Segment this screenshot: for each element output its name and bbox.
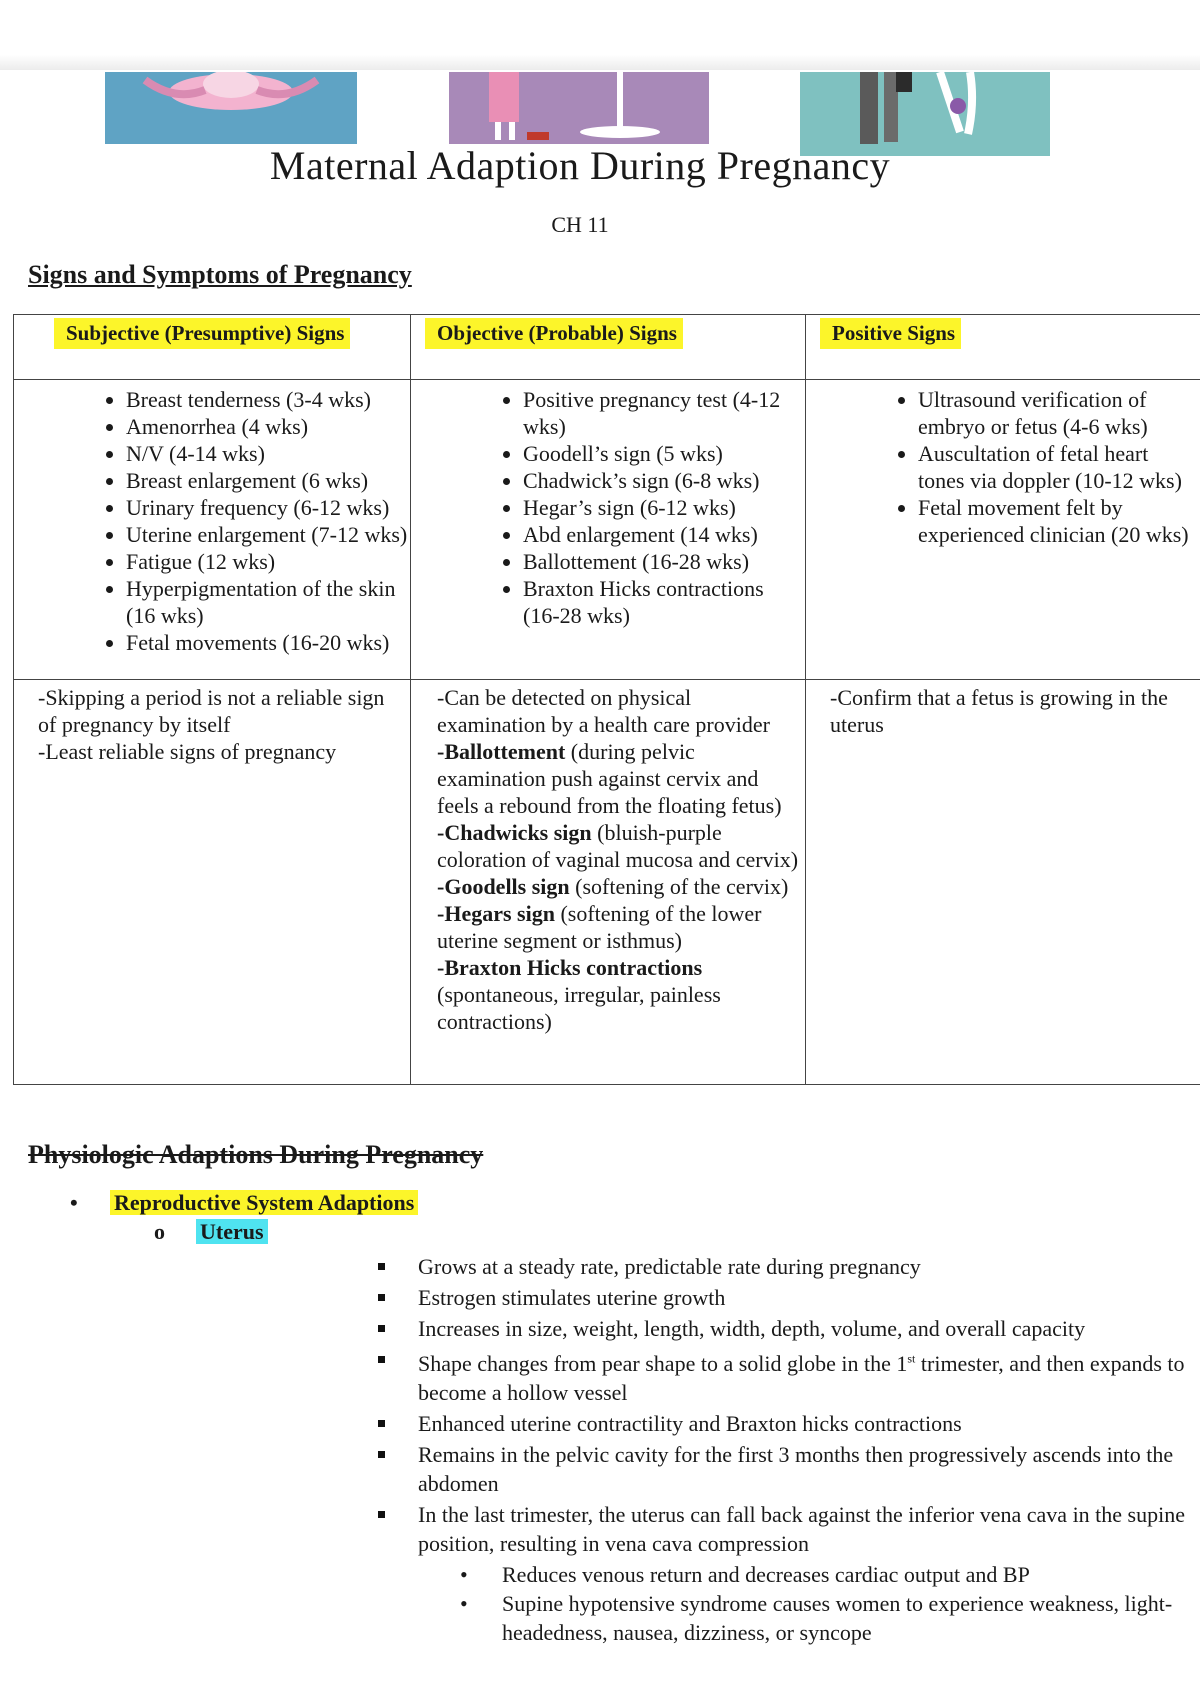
- superscript: st: [907, 1352, 916, 1366]
- page-top-shadow: [0, 0, 1200, 70]
- subpoint-text: Reduces venous return and decreases cardiac output and BP: [502, 1562, 1030, 1588]
- bullet-icon: •: [460, 1562, 468, 1588]
- note-term: -Hegars sign: [437, 901, 555, 926]
- list-item: • Abd enlargement (14 wks): [523, 521, 805, 548]
- objective-note: [437, 873, 799, 900]
- square-bullet-icon: [378, 1451, 385, 1458]
- note-desc: (softening of the lower uterine segment or isthmus): [437, 901, 762, 953]
- list-item: • Positive pregnancy test (4-12 wks): [523, 386, 805, 440]
- list-item: • N/V (4-14 wks): [126, 440, 410, 467]
- square-bullet-icon: [378, 1511, 385, 1518]
- header-subjective-label: Subjective (Presumptive) Signs: [54, 318, 350, 349]
- signs-list-row: [14, 380, 1200, 680]
- list-item: • Hegar’s sign (6-12 wks): [523, 494, 805, 521]
- list-item: • Braxton Hicks contractions (16-28 wks): [523, 575, 805, 629]
- banner-middle-illustration: [449, 72, 709, 144]
- point-text: Enhanced uterine contractility and Braxton hicks contractions: [418, 1411, 962, 1437]
- header-objective: [411, 315, 806, 380]
- subjective-note: -Least reliable signs of pregnancy: [38, 739, 337, 764]
- subjective-notes-cell: [14, 680, 411, 1085]
- objective-note: [437, 738, 799, 819]
- subjective-signs-list: [14, 386, 410, 656]
- positive-signs-cell: [806, 380, 1200, 680]
- point-text: In the last trimester, the uterus can fall back against the inferior vena cava in the supine position, resulting in vena cava compression: [418, 1502, 1185, 1557]
- objective-signs-cell: [411, 380, 806, 680]
- objective-note: [437, 900, 799, 954]
- point-text: Grows at a steady rate, predictable rate during pregnancy: [418, 1254, 921, 1279]
- list-item: [196, 1314, 1190, 1343]
- square-bullet-icon: [378, 1263, 385, 1270]
- header-positive: [806, 315, 1200, 380]
- physio-outline: [60, 1188, 1190, 1649]
- list-item: • Ballottement (16-28 wks): [523, 548, 805, 575]
- organ-item: [60, 1217, 1190, 1647]
- organ-label: Uterus: [196, 1219, 268, 1244]
- point-text: Remains in the pelvic cavity for the first 3 months then progressively ascends into the abdomen: [418, 1442, 1174, 1497]
- hollow-bullet-icon: o: [154, 1219, 165, 1244]
- header-subjective: [14, 315, 411, 380]
- list-item: • Auscultation of fetal heart tones via doppler (10-12 wks): [918, 440, 1200, 494]
- positive-notes-cell: [806, 680, 1200, 1085]
- banner-left-illustration: [105, 72, 357, 144]
- list-item: • Breast enlargement (6 wks): [126, 467, 410, 494]
- list-item: • Ultrasound verification of embryo or fetus (4-6 wks): [918, 386, 1200, 440]
- signs-table: [13, 314, 1200, 1085]
- note-term: -Braxton Hicks contractions: [437, 955, 703, 980]
- list-item: • Uterine enlargement (7-12 wks): [126, 521, 410, 548]
- objective-note: [437, 819, 799, 873]
- list-item: • Fetal movements (16-20 wks): [126, 629, 410, 656]
- list-item: • Urinary frequency (6-12 wks): [126, 494, 410, 521]
- list-item: [196, 1560, 1190, 1589]
- list-item: [196, 1440, 1190, 1498]
- bullet-icon: •: [460, 1591, 468, 1617]
- chapter-label: CH 11: [551, 212, 609, 237]
- list-item: • Chadwick’s sign (6-8 wks): [523, 467, 805, 494]
- list-item: • Fatigue (12 wks): [126, 548, 410, 575]
- signs-table-header-row: [14, 315, 1200, 380]
- positive-signs-list: [806, 386, 1200, 548]
- bullet-icon: •: [70, 1190, 78, 1215]
- note-term: -Goodells sign: [437, 874, 570, 899]
- note-desc: (during pelvic examination push against cervix and feels a rebound from the floating fetus): [437, 739, 782, 818]
- subjective-signs-cell: [14, 380, 411, 680]
- list-item: • Breast tenderness (3-4 wks): [126, 386, 410, 413]
- physio-section-heading: Physiologic Adaptions During Pregnancy: [28, 1140, 484, 1169]
- header-positive-label: Positive Signs: [820, 318, 961, 349]
- point-text-part: trimester, and then expands to become a hollow vessel: [418, 1351, 1185, 1406]
- signs-section-heading: Signs and Symptoms of Pregnancy: [28, 260, 412, 289]
- list-item: [196, 1589, 1190, 1647]
- square-bullet-icon: [378, 1420, 385, 1427]
- note-desc: (bluish-purple coloration of vaginal mucosa and cervix): [437, 820, 799, 872]
- note-desc: (softening of the cervix): [569, 874, 789, 899]
- header-objective-label: Objective (Probable) Signs: [425, 318, 683, 349]
- objective-signs-list: [411, 386, 805, 629]
- list-item: [196, 1252, 1190, 1281]
- point-text: [418, 1351, 1185, 1405]
- objective-notes-cell: [411, 680, 806, 1085]
- list-item: • Fetal movement felt by experienced clinician (20 wks): [918, 494, 1200, 548]
- list-item: [196, 1500, 1190, 1647]
- list-item: [196, 1283, 1190, 1312]
- note-desc: (spontaneous, irregular, painless contractions): [437, 982, 721, 1034]
- list-item: • Goodell’s sign (5 wks): [523, 440, 805, 467]
- list-item: • Hyperpigmentation of the skin (16 wks): [126, 575, 410, 629]
- uterus-points-list: [196, 1252, 1190, 1647]
- note-term: -Ballottement: [437, 739, 566, 764]
- document-title: Maternal Adaption During Pregnancy: [269, 143, 891, 188]
- square-bullet-icon: [378, 1356, 385, 1363]
- objective-note-intro: -Can be detected on physical examination by a health care provider: [437, 685, 770, 737]
- point-text-part: Shape changes from pear shape to a solid globe in the 1: [418, 1351, 908, 1377]
- list-item: • Amenorrhea (4 wks): [126, 413, 410, 440]
- square-bullet-icon: [378, 1325, 385, 1332]
- system-label: Reproductive System Adaptions: [110, 1190, 418, 1215]
- subpoint-text: Supine hypotensive syndrome causes women to experience weakness, light-headedness, nausea, dizziness, or syncope: [502, 1591, 1173, 1646]
- system-item: [60, 1188, 1190, 1217]
- note-term: -Chadwicks sign: [437, 820, 592, 845]
- subjective-note: -Skipping a period is not a reliable sign of pregnancy by itself: [38, 685, 385, 737]
- positive-note: -Confirm that a fetus is growing in the uterus: [830, 685, 1168, 737]
- signs-notes-row: [14, 680, 1200, 1085]
- point-text: Estrogen stimulates uterine growth: [418, 1285, 726, 1310]
- objective-note: [437, 954, 799, 1035]
- vena-cava-subpoints: [418, 1560, 1190, 1647]
- square-bullet-icon: [378, 1294, 385, 1301]
- point-text: Increases in size, weight, length, width, depth, volume, and overall capacity: [418, 1316, 1086, 1341]
- list-item: [196, 1345, 1190, 1407]
- list-item: [196, 1409, 1190, 1438]
